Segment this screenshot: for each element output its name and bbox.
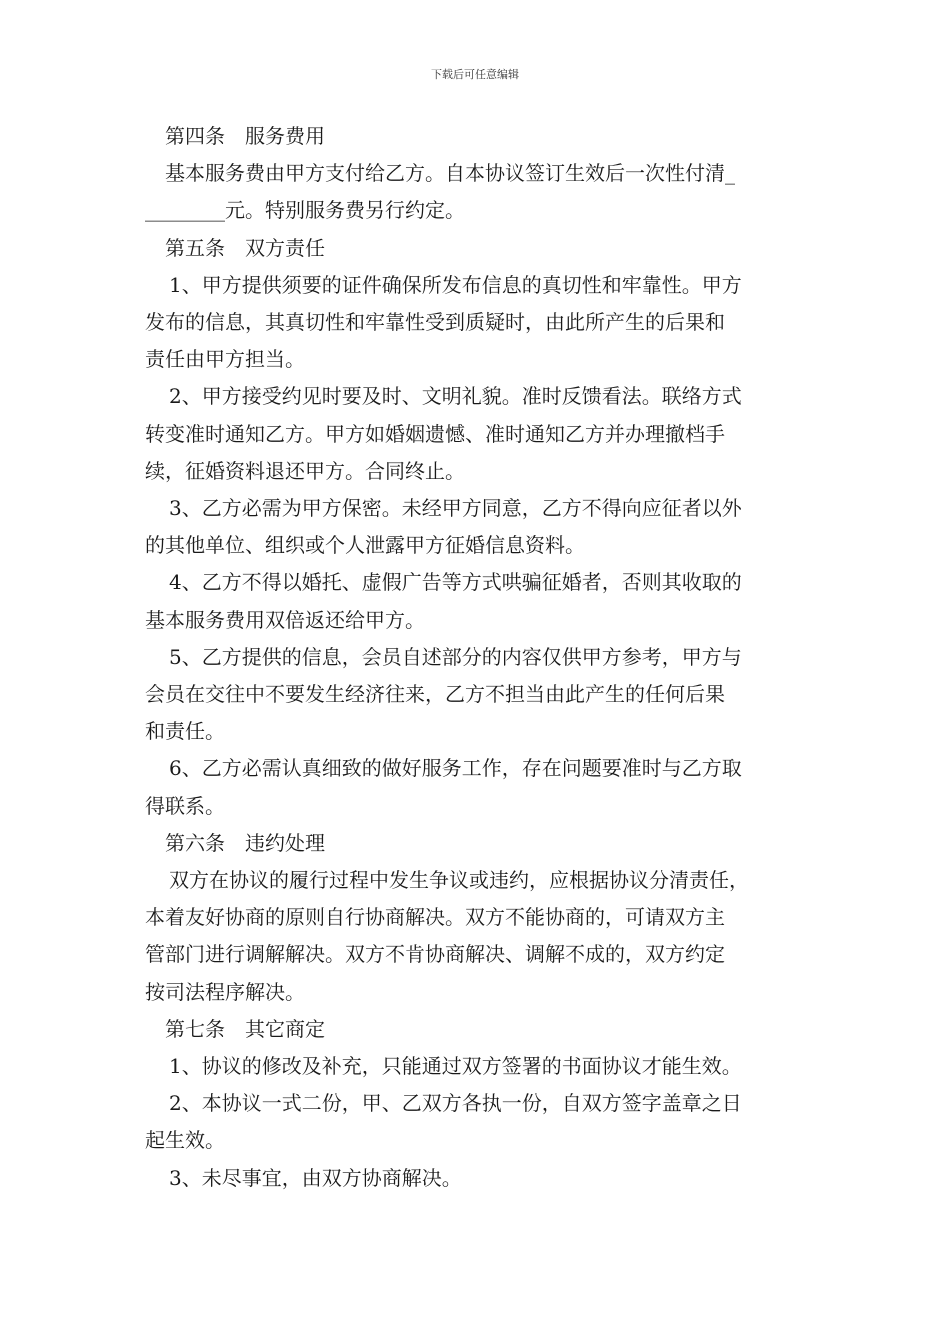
paragraph-line: 本着友好协商的原则自行协商解决。双方不能协商的，可请双方主 — [145, 905, 725, 930]
paragraph-line: 得联系。 — [145, 793, 225, 818]
page-header: 下载后可任意编辑 — [431, 68, 519, 81]
paragraph-line: 发布的信息，其真切性和牢靠性受到质疑时，由此所产生的后果和 — [145, 310, 725, 335]
paragraph-line: 双方在协议的履行过程中发生争议或违约，应根据协议分清责任， — [169, 868, 749, 893]
article-title: 双方责任 — [245, 235, 325, 260]
paragraph-line: ________元。特别服务费另行约定。 — [145, 198, 465, 223]
paragraph-line: 5、乙方提供的信息，会员自述部分的内容仅供甲方参考，甲方与 — [169, 644, 742, 669]
paragraph-line: 1、协议的修改及补充，只能通过双方签署的书面协议才能生效。 — [169, 1054, 742, 1079]
paragraph-line: 续，征婚资料退还甲方。合同终止。 — [145, 458, 465, 483]
paragraph-line: 6、乙方必需认真细致的做好服务工作，存在问题要准时与乙方取 — [169, 756, 742, 781]
paragraph-line: 2、本协议一式二份，甲、乙双方各执一份，自双方签字盖章之日 — [169, 1091, 742, 1116]
article-title: 违约处理 — [245, 830, 325, 855]
paragraph-line: 基本服务费由甲方支付给乙方。自本协议签订生效后一次性付清_ — [165, 161, 735, 186]
paragraph-line: 2、甲方接受约见时要及时、文明礼貌。准时反馈看法。联络方式 — [169, 384, 742, 409]
paragraph-line: 3、未尽事宜，由双方协商解决。 — [169, 1165, 462, 1190]
paragraph-line: 和责任。 — [145, 719, 225, 744]
article-number: 第四条 — [165, 124, 225, 148]
paragraph-line: 3、乙方必需为甲方保密。未经甲方同意，乙方不得向应征者以外 — [169, 496, 742, 521]
paragraph-line: 按司法程序解决。 — [145, 979, 305, 1004]
paragraph-line: 1、甲方提供须要的证件确保所发布信息的真切性和牢靠性。甲方 — [169, 272, 742, 297]
article-number: 第五条 — [165, 235, 225, 260]
article-number: 第六条 — [165, 830, 225, 855]
article-number: 第七条 — [165, 1016, 225, 1041]
paragraph-line: 起生效。 — [145, 1128, 225, 1153]
paragraph-line: 4、乙方不得以婚托、虚假广告等方式哄骗征婚者，否则其收取的 — [169, 570, 742, 595]
paragraph-line: 的其他单位、组织或个人泄露甲方征婚信息资料。 — [145, 533, 585, 558]
article-4-heading — [145, 118, 810, 155]
article-6-heading — [145, 825, 810, 862]
paragraph-line: 会员在交往中不要发生经济往来，乙方不担当由此产生的任何后果 — [145, 682, 725, 707]
paragraph-line: 责任由甲方担当。 — [145, 347, 305, 372]
article-title: 其它商定 — [245, 1016, 325, 1041]
article-5-heading — [145, 230, 810, 267]
paragraph-line: 转变准时通知乙方。甲方如婚姻遗憾、准时通知乙方并办理撤档手 — [145, 421, 725, 446]
article-title: 服务费用 — [245, 124, 325, 148]
article-7-heading — [145, 1011, 810, 1048]
paragraph-line: 基本服务费用双倍返还给甲方。 — [145, 607, 425, 632]
document-body — [145, 118, 810, 1197]
paragraph-line: 管部门进行调解解决。双方不肯协商解决、调解不成的，双方约定 — [145, 942, 725, 967]
